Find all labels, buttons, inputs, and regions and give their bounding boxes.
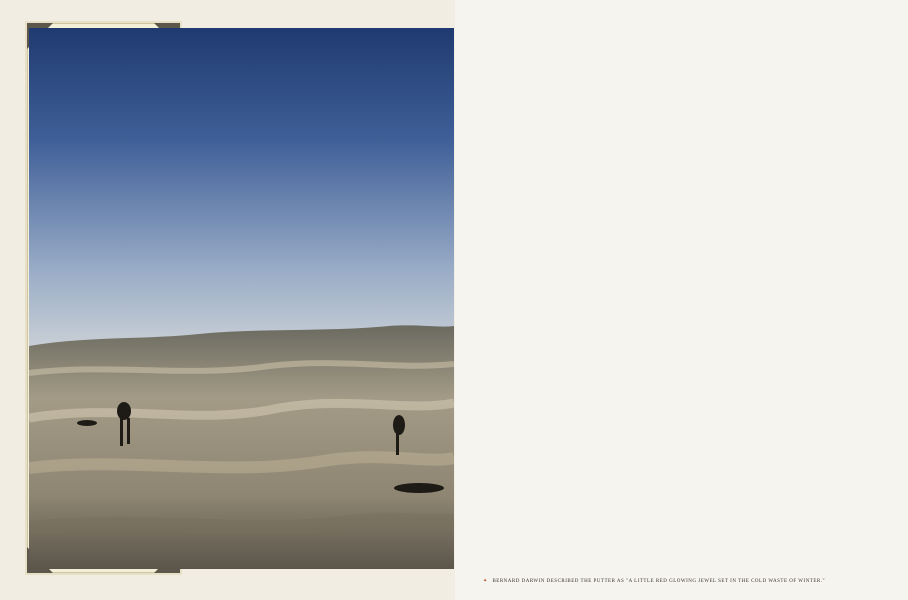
caption-marker-icon: ✦ (483, 579, 488, 584)
right-page (455, 0, 908, 600)
photo-illustration (29, 28, 454, 569)
golf-course-photo (29, 28, 454, 569)
photo-caption (483, 578, 893, 584)
caption-text: BERNARD DARWIN DESCRIBED THE PUTTER AS "A LITTLE RED GLOWING JEWEL SET IN THE COLD WASTE OF WINTER." (492, 579, 826, 584)
